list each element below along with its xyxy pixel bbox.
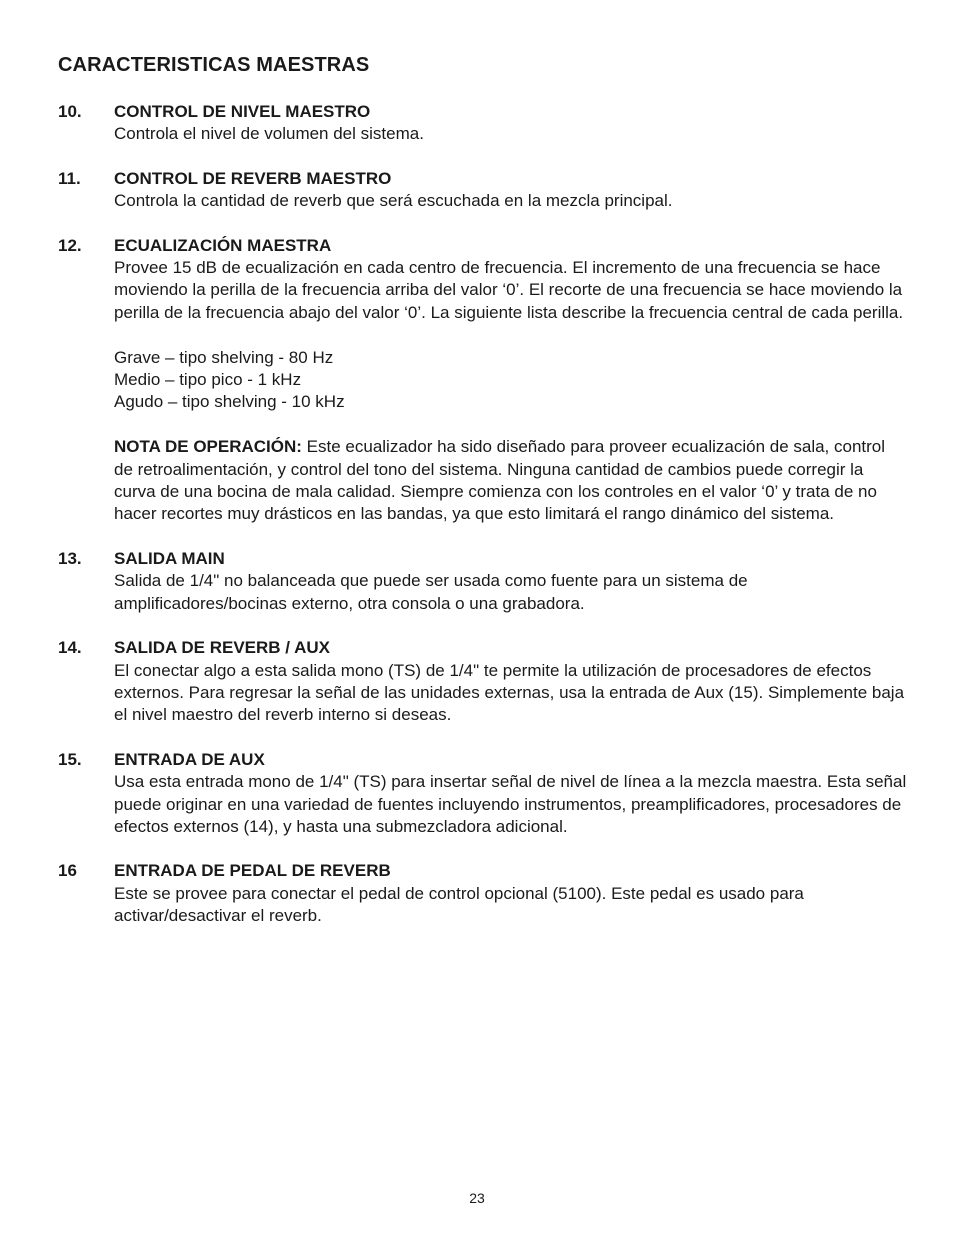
operation-note: [114, 436, 908, 526]
section-title: CONTROL DE NIVEL MAESTRO: [114, 102, 371, 121]
section-text: Controla el nivel de volumen del sistema.: [114, 124, 424, 144]
section-number: 10.: [58, 102, 82, 121]
section-text: Este se provee para conectar el pedal de control opcional (5100). Este pedal es usado para activar/desactivar el reverb.: [114, 883, 804, 926]
section-number: 16: [58, 861, 77, 881]
section-body: [114, 168, 908, 213]
section-title: SALIDA MAIN: [114, 548, 225, 568]
section-text: Usa esta entrada mono de 1/4" (TS) para insertar señal de nivel de línea a la mezcla maestra. Esta señal puede originar en una variedad de fuentes incluyendo instrumentos, preamplificadores, procesadores de efectos externos (14), y hasta una submezcladora adicional.: [114, 772, 907, 836]
section-master-reverb: [58, 168, 908, 213]
section-body: [114, 101, 908, 146]
section-number: 14.: [58, 638, 82, 658]
section-text: Salida de 1/4" no balanceada que puede ser usada como fuente para un sistema de amplificadores/bocinas externo, otra consola o una grabadora.: [114, 571, 748, 613]
section-aux-input: [58, 749, 908, 839]
section-number: 15.: [58, 749, 82, 769]
section-title: ENTRADA DE PEDAL DE REVERB: [114, 861, 391, 881]
page-number: 23: [469, 1190, 485, 1206]
section-title: ENTRADA DE AUX: [114, 749, 265, 769]
section-body: [114, 637, 908, 727]
operation-note-text: Este ecualizador ha sido diseñado para proveer ecualización de sala, control de retroalimentación, y control del tono del sistema. Ninguna cantidad de cambios puede corregir la curva de una bocina de mala calidad. Siempre comienza con los controles en el valor ‘0’ y trata de no hacer recortes muy drásticos en las bandas, ya que esto limitará el rango dinámico del sistema.: [114, 437, 886, 524]
section-number: 11.: [58, 168, 81, 188]
section-body: [114, 749, 908, 839]
section-number: 13.: [58, 548, 82, 568]
section-title: CONTROL DE REVERB MAESTRO: [114, 168, 392, 188]
section-body: [114, 548, 908, 615]
section-master-level: [58, 101, 908, 146]
frequency-list: [114, 347, 908, 414]
section-text: El conectar algo a esta salida mono (TS) de 1/4" te permite la utilización de procesadores de efectos externos. Para regresar la señal de las unidades externas, usa la entrada de Aux (15). Simplemente baja el nivel maestro del reverb interno si deseas.: [114, 660, 905, 725]
section-body: [114, 235, 908, 526]
section-title: ECUALIZACIÓN MAESTRA: [114, 235, 332, 255]
section-title: SALIDA DE REVERB / AUX: [114, 638, 330, 658]
section-main-output: [58, 548, 908, 615]
frequency-item-treble: Agudo – tipo shelving - 10 kHz: [114, 392, 345, 412]
page-heading: CARACTERISTICAS MAESTRAS: [58, 54, 370, 76]
section-number: 12.: [58, 235, 82, 255]
section-master-eq: [58, 235, 908, 526]
section-text: Provee 15 dB de ecualización en cada centro de frecuencia. El incremento de una frecuencia se hace moviendo la perilla de la frecuencia arriba del valor ‘0’. El recorte de una frecuencia se hace moviendo la perilla de la frecuencia abajo del valor ‘0’. La siguiente lista describe la frecuencia central de cada perilla.: [114, 258, 904, 322]
sections-list: [58, 101, 908, 950]
operation-note-label: NOTA DE OPERACIÓN:: [114, 437, 302, 457]
frequency-item-bass: Grave – tipo shelving - 80 Hz: [114, 347, 334, 367]
section-body: [114, 860, 908, 927]
frequency-item-mid: Medio – tipo pico - 1 kHz: [114, 370, 302, 390]
section-reverb-pedal-input: [58, 860, 908, 927]
section-reverb-aux-output: [58, 637, 908, 727]
section-text: Controla la cantidad de reverb que será escuchada en la mezcla principal.: [114, 191, 673, 211]
